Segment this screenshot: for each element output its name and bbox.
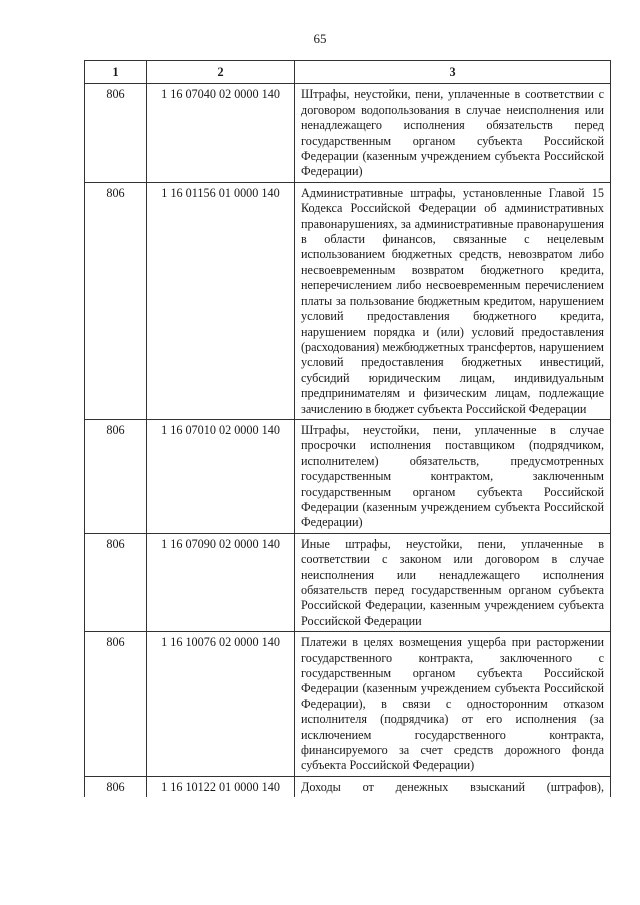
budget-codes-table	[84, 60, 611, 797]
budget-code-cell: 1 16 10076 02 0000 140	[147, 632, 295, 777]
budget-code-cell: 1 16 07090 02 0000 140	[147, 533, 295, 631]
admin-code-cell: 806	[85, 632, 147, 777]
page-number: 65	[313, 31, 327, 46]
budget-code-cell: 1 16 10122 01 0000 140	[147, 776, 295, 797]
column-header-2: 2	[147, 61, 295, 84]
column-header-3: 3	[295, 61, 611, 84]
description-cell: Штрафы, неустойки, пени, уплаченные в случае просрочки исполнения поставщиком (подрядчиком, исполнителем) обязательств, предусмотренных государственным контрактом, заключенным государственным органом субъекта Российской Федерации (казенным учреждением субъекта Российской Федерации)	[295, 419, 611, 533]
budget-code-cell: 1 16 01156 01 0000 140	[147, 182, 295, 419]
table-row	[85, 182, 611, 419]
table-row	[85, 632, 611, 777]
budget-code-cell: 1 16 07040 02 0000 140	[147, 84, 295, 182]
budget-code-cell: 1 16 07010 02 0000 140	[147, 419, 295, 533]
admin-code-cell: 806	[85, 419, 147, 533]
description-cell: Доходы от денежных взысканий (штрафов),	[295, 776, 611, 797]
table-row	[85, 533, 611, 631]
description-cell: Платежи в целях возмещения ущерба при расторжении государственного контракта, заключенного с государственным органом субъекта Российской Федерации (казенным учреждением субъекта Российской Федерации), в связи с односторонним отказом исполнителя (подрядчика) от его исполнения (за исключением государственного контракта, финансируемого за счет средств дорожного фонда субъекта Российской Федерации)	[295, 632, 611, 777]
column-header-1: 1	[85, 61, 147, 84]
table-row	[85, 84, 611, 182]
description-cell: Иные штрафы, неустойки, пени, уплаченные в соответствии с законом или договором в случае неисполнения или ненадлежащего исполнения обязательств перед государственным органом субъекта Российской Федерации, казенным учреждением субъекта Российской Федерации	[295, 533, 611, 631]
table-header-row	[85, 61, 611, 84]
admin-code-cell: 806	[85, 182, 147, 419]
admin-code-cell: 806	[85, 533, 147, 631]
table-row	[85, 419, 611, 533]
table-row	[85, 776, 611, 797]
admin-code-cell: 806	[85, 776, 147, 797]
description-cell: Административные штрафы, установленные Главой 15 Кодекса Российской Федерации об административных правонарушениях, за административные правонарушения в области финансов, связанные с нецелевым использованием бюджетных средств, невозвратом либо несвоевременным возвратом бюджетного кредита, неперечислением либо несвоевременным перечислением платы за пользование бюджетным кредитом, нарушением условий предоставления бюджетного кредита, нарушением порядка и (или) условий предоставления (расходования) межбюджетных трансфертов, нарушением условий предоставления бюджетных инвестиций, субсидий юридическим лицам, индивидуальным предпринимателям и физическим лицам, подлежащие зачислению в бюджет субъекта Российской Федерации	[295, 182, 611, 419]
admin-code-cell: 806	[85, 84, 147, 182]
description-cell: Штрафы, неустойки, пени, уплаченные в соответствии с договором водопользования в случае неисполнения или ненадлежащего исполнения обязательств перед государственным органом субъекта Российской Федерации (казенным учреждением субъекта Российской Федерации)	[295, 84, 611, 182]
